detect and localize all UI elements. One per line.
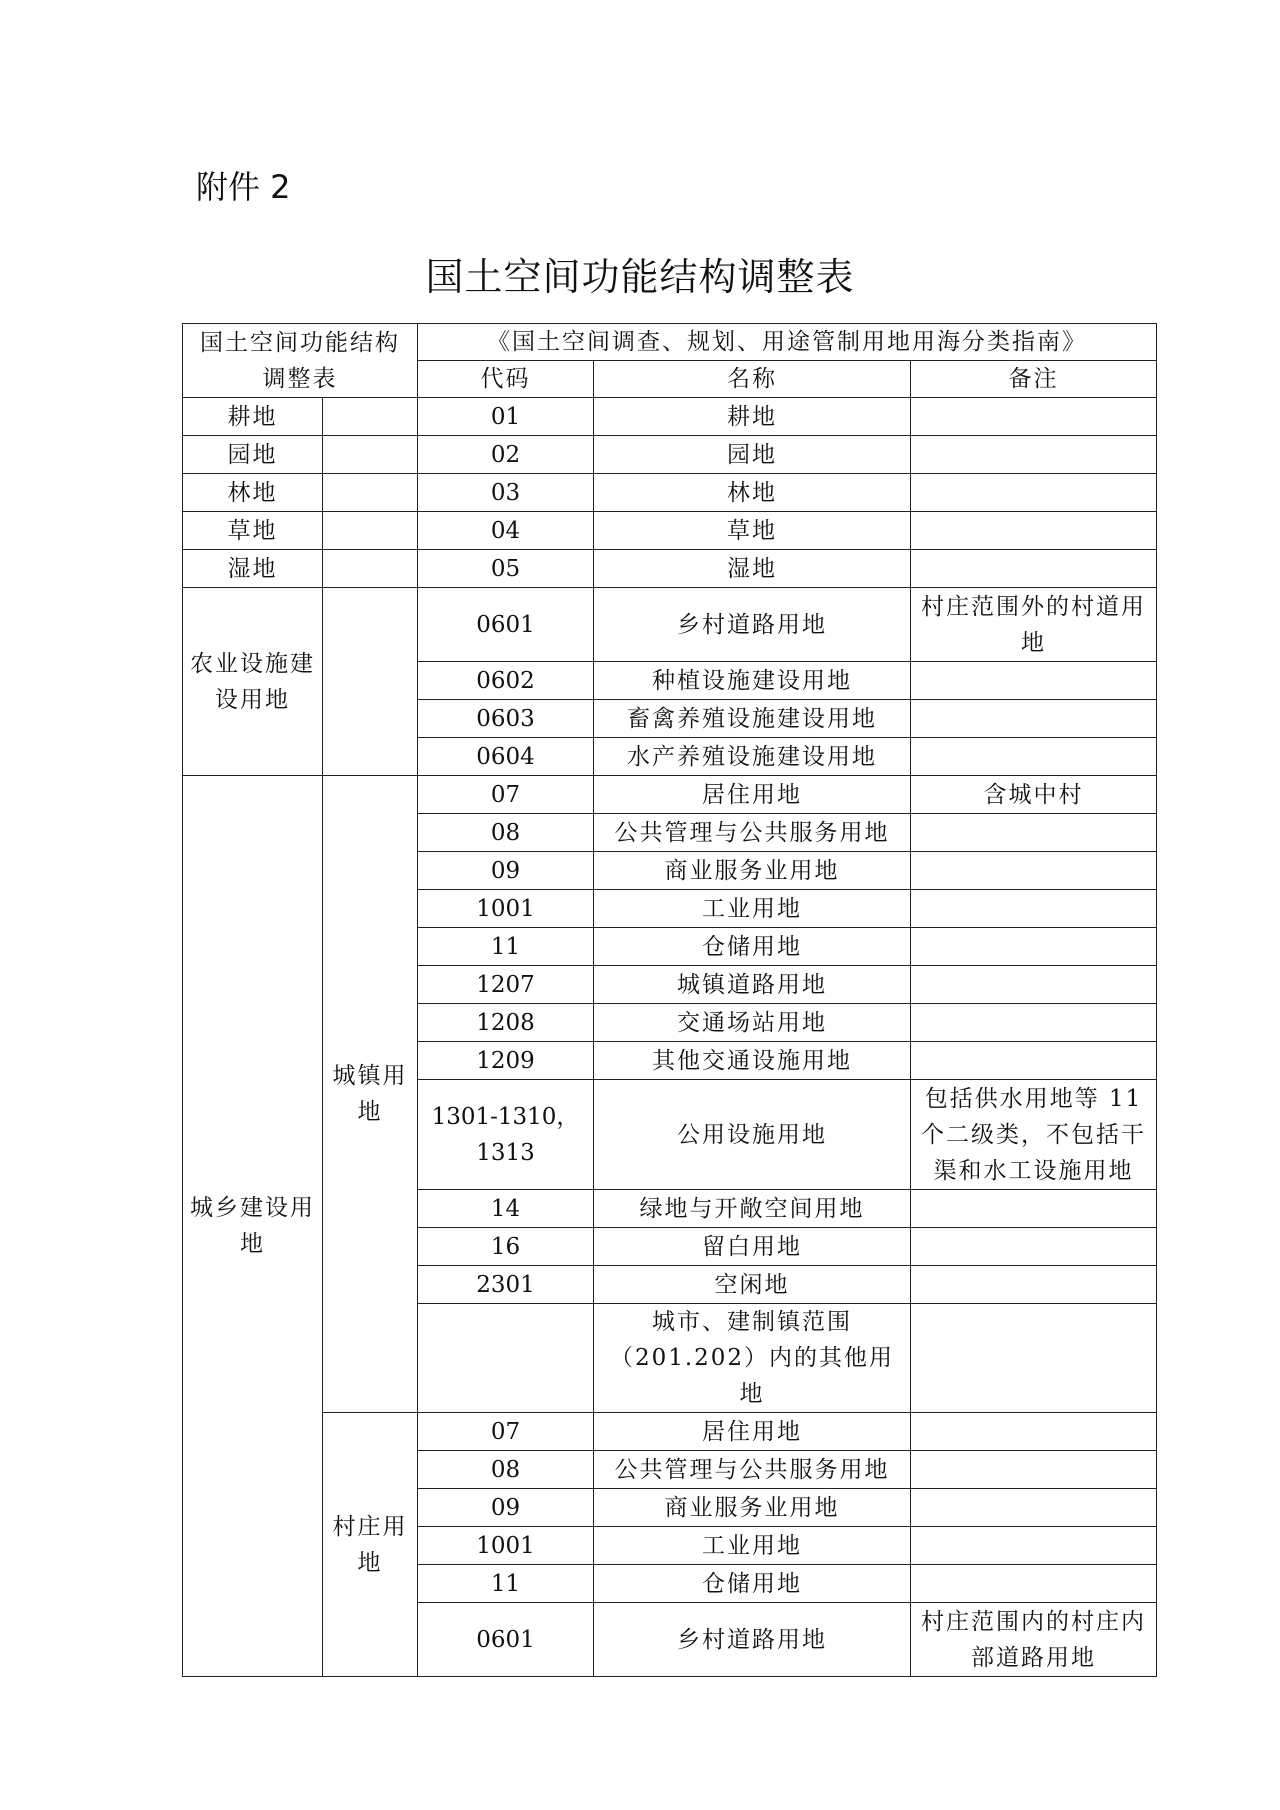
name-cell: 绿地与开敞空间用地 [594, 1190, 911, 1228]
code-cell: 08 [418, 814, 594, 852]
note-cell [911, 738, 1157, 776]
table-row [183, 550, 1157, 588]
name-cell: 公共管理与公共服务用地 [594, 814, 911, 852]
code-cell: 16 [418, 1228, 594, 1266]
note-cell [911, 966, 1157, 1004]
name-cell: 商业服务业用地 [594, 852, 911, 890]
category-cell: 耕地 [183, 398, 323, 436]
note-cell [911, 550, 1157, 588]
table-row [183, 1413, 1157, 1451]
note-cell [911, 398, 1157, 436]
code-cell: 02 [418, 436, 594, 474]
name-cell: 空闲地 [594, 1266, 911, 1304]
table-row [183, 474, 1157, 512]
code-cell [418, 1304, 594, 1413]
note-cell [911, 1228, 1157, 1266]
code-cell: 14 [418, 1190, 594, 1228]
code-cell: 11 [418, 928, 594, 966]
name-cell: 工业用地 [594, 890, 911, 928]
name-cell: 留白用地 [594, 1228, 911, 1266]
name-cell: 种植设施建设用地 [594, 662, 911, 700]
code-cell: 09 [418, 1489, 594, 1527]
name-cell: 城镇道路用地 [594, 966, 911, 1004]
note-cell [911, 890, 1157, 928]
note-cell [911, 814, 1157, 852]
code-cell: 0604 [418, 738, 594, 776]
note-cell: 村庄范围外的村道用地 [911, 588, 1157, 662]
category-cell: 湿地 [183, 550, 323, 588]
note-cell: 包括供水用地等 11 个二级类，不包括干渠和水工设施用地 [911, 1080, 1157, 1190]
attachment-label: 附件 2 [196, 168, 291, 206]
note-cell [911, 1190, 1157, 1228]
name-cell: 商业服务业用地 [594, 1489, 911, 1527]
header-category: 国土空间功能结构调整表 [183, 324, 418, 398]
code-cell: 05 [418, 550, 594, 588]
code-cell: 1001 [418, 890, 594, 928]
header-note: 备注 [911, 361, 1157, 398]
code-cell: 2301 [418, 1266, 594, 1304]
code-cell: 1209 [418, 1042, 594, 1080]
subcategory-cell: 村庄用地 [323, 1413, 418, 1677]
name-cell: 乡村道路用地 [594, 1603, 911, 1677]
note-cell: 含城中村 [911, 776, 1157, 814]
code-cell: 03 [418, 474, 594, 512]
name-cell: 工业用地 [594, 1527, 911, 1565]
name-cell: 城市、建制镇范围（201.202）内的其他用地 [594, 1304, 911, 1413]
name-cell: 水产养殖设施建设用地 [594, 738, 911, 776]
note-cell [911, 512, 1157, 550]
code-cell: 07 [418, 1413, 594, 1451]
code-cell: 1001 [418, 1527, 594, 1565]
code-cell: 0601 [418, 1603, 594, 1677]
subcategory-cell [323, 512, 418, 550]
header-row-1 [183, 324, 1157, 361]
note-cell [911, 700, 1157, 738]
header-name: 名称 [594, 361, 911, 398]
name-cell: 园地 [594, 436, 911, 474]
document-title: 国土空间功能结构调整表 [425, 255, 855, 299]
name-cell: 仓储用地 [594, 1565, 911, 1603]
name-cell: 耕地 [594, 398, 911, 436]
name-cell: 畜禽养殖设施建设用地 [594, 700, 911, 738]
note-cell [911, 1451, 1157, 1489]
name-cell: 居住用地 [594, 1413, 911, 1451]
note-cell [911, 1004, 1157, 1042]
code-cell: 0602 [418, 662, 594, 700]
table-row [183, 398, 1157, 436]
name-cell: 公共管理与公共服务用地 [594, 1451, 911, 1489]
note-cell [911, 474, 1157, 512]
note-cell [911, 436, 1157, 474]
table-row [183, 776, 1157, 814]
code-cell: 09 [418, 852, 594, 890]
category-cell: 园地 [183, 436, 323, 474]
code-cell: 1207 [418, 966, 594, 1004]
category-cell: 农业设施建设用地 [183, 588, 323, 776]
note-cell [911, 1266, 1157, 1304]
table-row [183, 512, 1157, 550]
category-cell: 城乡建设用地 [183, 776, 323, 1677]
note-cell [911, 852, 1157, 890]
subcategory-cell [323, 550, 418, 588]
note-cell [911, 1489, 1157, 1527]
category-cell: 草地 [183, 512, 323, 550]
code-cell: 1301-1310，1313 [418, 1080, 594, 1190]
code-cell: 01 [418, 398, 594, 436]
category-cell: 林地 [183, 474, 323, 512]
code-cell: 0601 [418, 588, 594, 662]
header-code: 代码 [418, 361, 594, 398]
name-cell: 乡村道路用地 [594, 588, 911, 662]
note-cell [911, 662, 1157, 700]
note-cell [911, 1565, 1157, 1603]
note-cell [911, 1042, 1157, 1080]
subcategory-cell [323, 436, 418, 474]
note-cell [911, 928, 1157, 966]
table-row [183, 436, 1157, 474]
subcategory-cell [323, 474, 418, 512]
name-cell: 其他交通设施用地 [594, 1042, 911, 1080]
header-guide: 《国土空间调查、规划、用途管制用地用海分类指南》 [418, 324, 1157, 361]
code-cell: 0603 [418, 700, 594, 738]
subcategory-cell [323, 588, 418, 776]
name-cell: 草地 [594, 512, 911, 550]
note-cell [911, 1304, 1157, 1413]
function-structure-table [182, 323, 1157, 1677]
note-cell [911, 1527, 1157, 1565]
code-cell: 11 [418, 1565, 594, 1603]
code-cell: 1208 [418, 1004, 594, 1042]
table-row [183, 588, 1157, 662]
note-cell: 村庄范围内的村庄内部道路用地 [911, 1603, 1157, 1677]
code-cell: 08 [418, 1451, 594, 1489]
code-cell: 04 [418, 512, 594, 550]
name-cell: 仓储用地 [594, 928, 911, 966]
note-cell [911, 1413, 1157, 1451]
name-cell: 公用设施用地 [594, 1080, 911, 1190]
name-cell: 林地 [594, 474, 911, 512]
name-cell: 湿地 [594, 550, 911, 588]
name-cell: 交通场站用地 [594, 1004, 911, 1042]
subcategory-cell: 城镇用地 [323, 776, 418, 1413]
code-cell: 07 [418, 776, 594, 814]
name-cell: 居住用地 [594, 776, 911, 814]
subcategory-cell [323, 398, 418, 436]
